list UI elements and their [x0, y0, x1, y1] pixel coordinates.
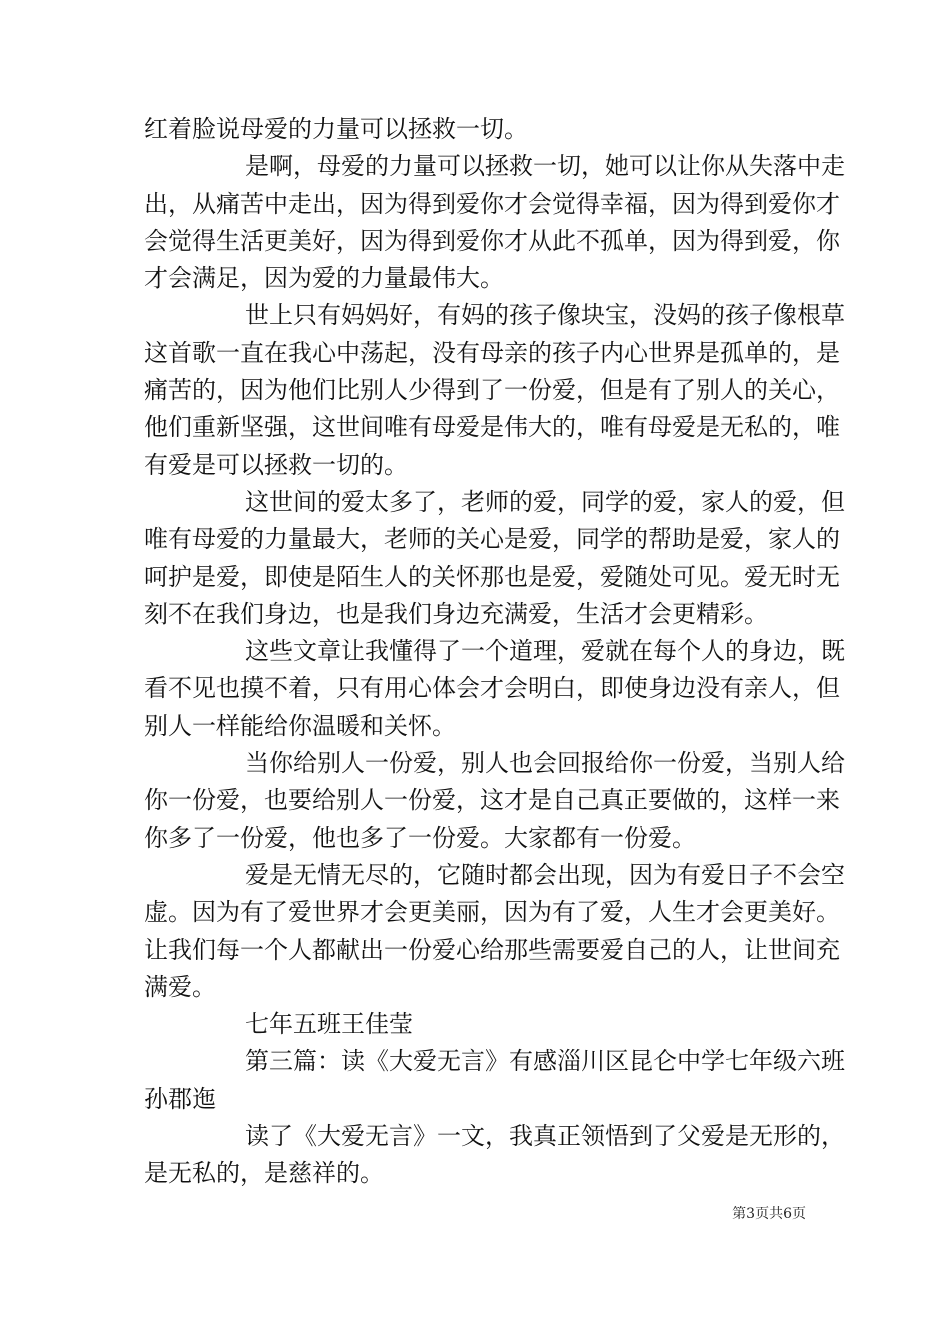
paragraph	[144, 297, 845, 483]
text-line: 第三篇：读《大爱无言》有感淄川区昆仑中学七年级六班	[245, 1047, 845, 1076]
text-line: 会觉得生活更美好，因为得到爱你才从此不孤单，因为得到爱，你	[144, 226, 840, 255]
text-line: 呵护是爱，即使是陌生人的关怀那也是爱，爱随处可见。爱无时无	[144, 562, 840, 591]
paragraph	[144, 111, 806, 148]
text-line: 你一份爱，也要给别人一份爱，这才是自己真正要做的，这样一来	[144, 786, 840, 815]
paragraph	[144, 148, 845, 297]
paragraph	[144, 1006, 806, 1043]
text-line: 七年五班王佳莹	[245, 1010, 413, 1039]
text-line: 看不见也摸不着，只有用心体会才会明白，即使身边没有亲人，但	[144, 674, 840, 703]
document-body	[144, 111, 845, 1193]
text-line: 刻不在我们身边，也是我们身边充满爱，生活才会更精彩。	[144, 599, 768, 628]
text-line: 这些文章让我懂得了一个道理，爱就在每个人的身边，既	[245, 637, 845, 666]
text-line: 唯有母爱的力量最大，老师的关心是爱，同学的帮助是爱，家人的	[144, 525, 840, 554]
text-line: 世上只有妈妈好，有妈的孩子像块宝，没妈的孩子像根草	[245, 301, 845, 330]
text-line: 他们重新坚强，这世间唯有母爱是伟大的，唯有母爱是无私的，唯	[144, 413, 840, 442]
text-line: 虚。因为有了爱世界才会更美丽，因为有了爱，人生才会更美好。	[144, 898, 840, 927]
text-line: 才会满足，因为爱的力量最伟大。	[144, 264, 504, 293]
text-line: 当你给别人一份爱，别人也会回报给你一份爱，当别人给	[245, 749, 845, 778]
text-line: 出，从痛苦中走出，因为得到爱你才会觉得幸福，因为得到爱你才	[144, 189, 840, 218]
text-line: 是无私的，是慈祥的。	[144, 1159, 384, 1188]
text-line: 满爱。	[144, 972, 216, 1001]
text-line: 是啊，母爱的力量可以拯救一切，她可以让你从失落中走	[245, 152, 845, 181]
page-number: 第3页共6页	[732, 1206, 806, 1222]
text-line: 别人一样能给你温暖和关怀。	[144, 711, 456, 740]
text-line: 读了《大爱无言》一文，我真正领悟到了父爱是无形的，	[245, 1122, 845, 1151]
text-line: 你多了一份爱，他也多了一份爱。大家都有一份爱。	[144, 823, 696, 852]
paragraph	[144, 857, 845, 1006]
text-line: 红着脸说母爱的力量可以拯救一切。	[144, 115, 528, 143]
text-line: 让我们每一个人都献出一份爱心给那些需要爱自己的人，让世间充	[144, 935, 840, 964]
text-line: 有爱是可以拯救一切的。	[144, 450, 408, 479]
text-line: 这首歌一直在我心中荡起，没有母亲的孩子内心世界是孤单的，是	[144, 338, 840, 367]
paragraph	[144, 1043, 845, 1118]
paragraph	[144, 633, 845, 745]
paragraph	[144, 745, 845, 857]
paragraph	[144, 484, 845, 633]
text-line: 孙郡迤	[144, 1084, 216, 1113]
text-line: 痛苦的，因为他们比别人少得到了一份爱，但是有了别人的关心，	[144, 376, 840, 405]
text-line: 这世间的爱太多了，老师的爱，同学的爱，家人的爱，但	[245, 487, 845, 516]
paragraph	[144, 1118, 845, 1193]
text-line: 爱是无情无尽的，它随时都会出现，因为有爱日子不会空	[245, 860, 845, 889]
